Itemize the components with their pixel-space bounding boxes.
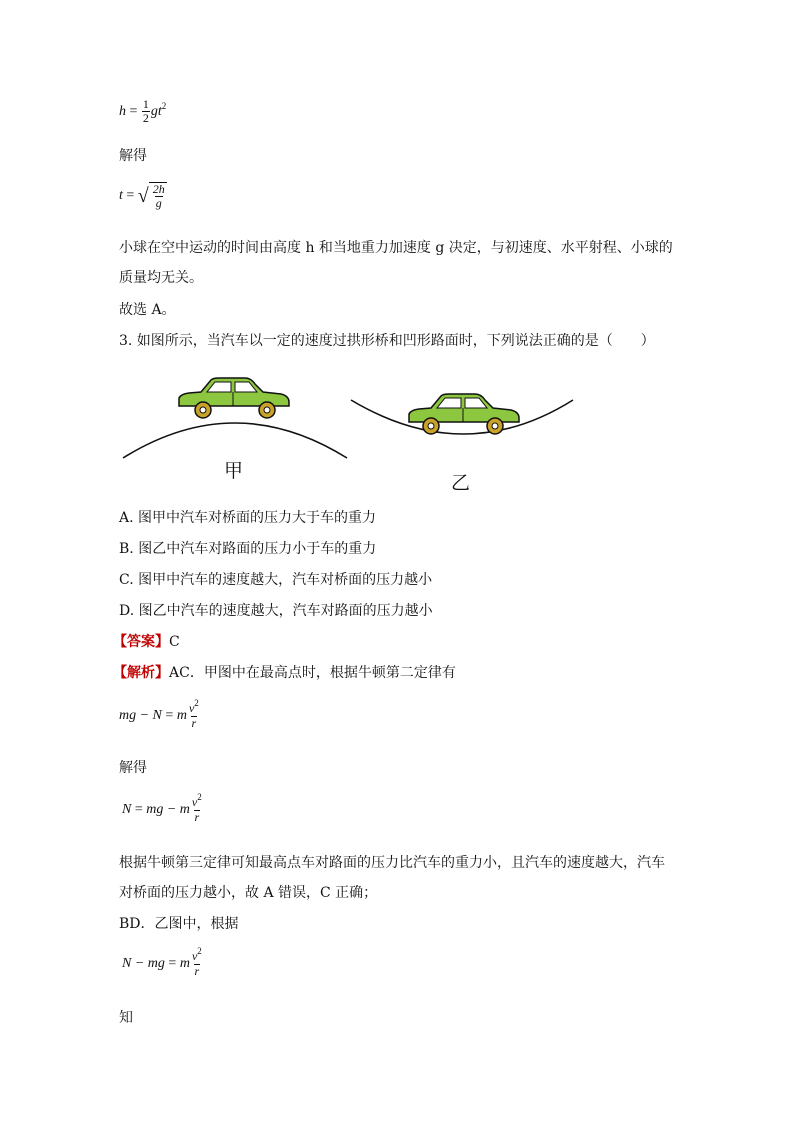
figure-label-left: 甲	[224, 460, 244, 482]
equation-normal-force: N = mg − m $\frac{v^2}{r}$	[122, 792, 202, 824]
equation-time: t = √ $\frac{2h}{g}$	[119, 182, 165, 210]
fraction: $\frac{1}{2}$	[142, 97, 149, 125]
solve-text-2: 解得	[119, 760, 147, 776]
arch-bridge-curve	[123, 423, 347, 458]
option-d: D. 图乙中汽车的速度越大，汽车对路面的压力越小	[119, 603, 433, 619]
answer-tag: 【答案】	[113, 634, 169, 650]
equation-bottom-point: N − mg = m $\frac{v^2}{r}$	[122, 946, 202, 978]
paragraph-2: 根据牛顿第三定律可知最高点车对路面的压力比汽车的重力小，且汽车的速度越大，汽车	[119, 855, 665, 871]
option-b: B. 图乙中汽车对路面的压力小于车的重力	[119, 541, 377, 557]
answer-line	[113, 632, 180, 652]
option-a: A. 图甲中汽车对桥面的压力大于车的重力	[119, 510, 377, 526]
answer-value: C	[169, 634, 180, 650]
car-left	[179, 378, 289, 418]
question-3: 3. 如图所示，当汽车以一定的速度过拱形桥和凹形路面时，下列说法正确的是（ ）	[119, 333, 655, 349]
bd-analysis: BD．乙图中，根据	[119, 916, 239, 932]
equation-top-point: mg − N = m $\frac{v^2}{r}$	[119, 698, 199, 730]
paragraph-2-cont: 对桥面的压力越小，故 A 错误，C 正确；	[119, 885, 378, 901]
car-right	[409, 394, 519, 434]
solve-text-1: 解得	[119, 148, 147, 164]
option-c: C. 图甲中汽车的速度越大，汽车对桥面的压力越小	[119, 572, 433, 588]
paragraph-1: 小球在空中运动的时间由高度 h 和当地重力加速度 g 决定，与初速度、水平射程、小球的	[119, 240, 673, 256]
analysis-line: 【解析】AC．甲图中在最高点时，根据牛顿第二定律有	[113, 665, 456, 681]
know-text: 知	[119, 1010, 133, 1026]
paragraph-1-cont: 质量均无关。	[119, 270, 203, 286]
square-root: √ $\frac{2h}{g}$	[137, 182, 165, 210]
figure-label-right: 乙	[451, 472, 471, 494]
analysis-tag: 【解析】	[113, 665, 169, 681]
conclusion-text: 故选 A。	[119, 302, 176, 318]
bridge-figure	[115, 368, 585, 493]
equation-free-fall: h = $\frac{1}{2}$ gt 2	[119, 97, 167, 125]
